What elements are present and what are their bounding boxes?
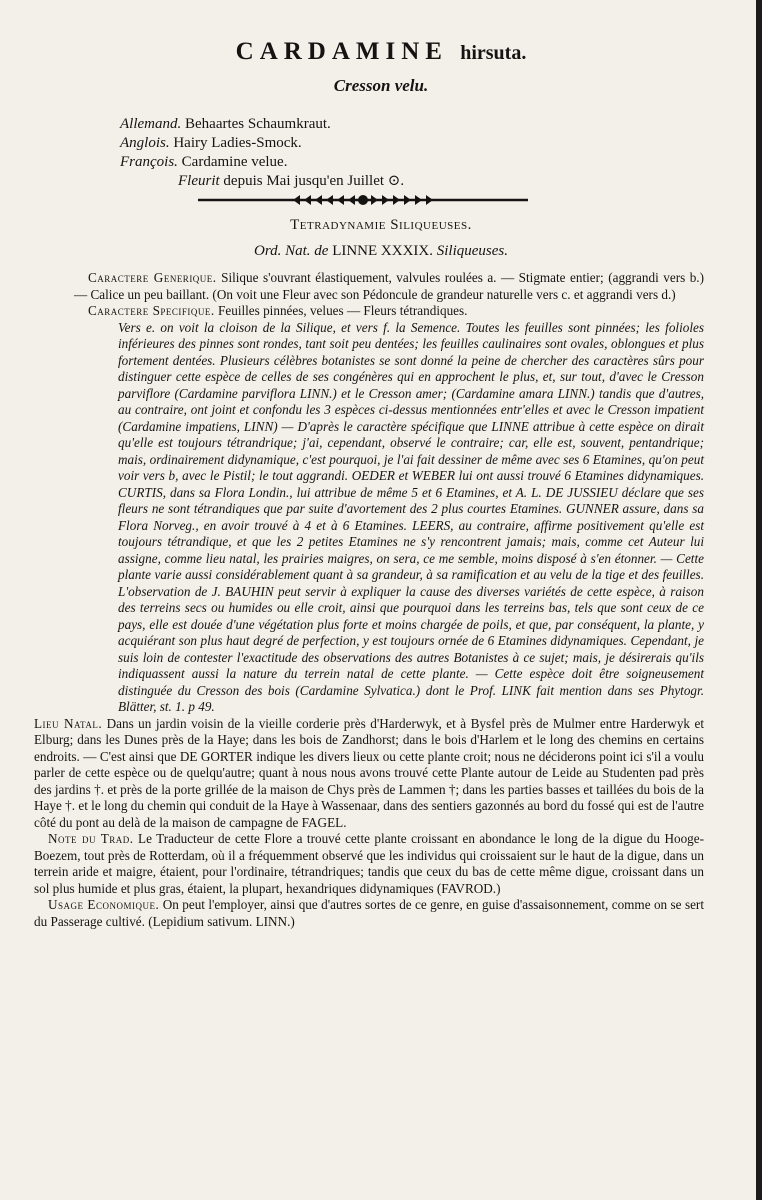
french-name-row xyxy=(120,153,404,172)
generic-character xyxy=(74,270,704,303)
flowering-row xyxy=(120,172,404,191)
description-body xyxy=(34,270,705,930)
english-name: Hairy Ladies-Smock. xyxy=(173,135,302,151)
order-prefix: Ord. Nat. de xyxy=(253,243,329,259)
generic-text: Silique s'ouvrant élastiquement, valvules roulées a. — Stigmate entier; (aggrandi vers b.) — Calice un peu baillant. (On voit une Fleur avec son Pédoncule de grandeur naturelle vers c. et aggrandi vers d.) xyxy=(74,270,704,302)
habitat-text: Dans un jardin voisin de la vieille corderie près d'Harderwyk, et à Bysfel près de Mulmer entre Harderwyk et Elburg; dans les Dunes près de la Haye; dans les bois de Zandhorst; dans le bois d'Harlem et le long des chemins en certains endroits. — C'est ainsi que DE GORTER indique les divers lieux ou cette plante croit; nous ne déciderons point ici s'il a voulu parler de cette espèce ou de quelqu'autre; quant à nous nous avons trouvé cette Plante autour de Leide au Studenten pad près des jardins †. et près de la porte grillée de la maison de Chys près de Lammen †; dans les parties basses et taillées du bois de la Haye †. et le long du chemin qui conduit de la Haye à Wassenaar, dans des sentiers gazonnés au bord du fossé qui est de l'autre côté du pont au delà de la maison de campagne de FAGEL. xyxy=(34,715,705,830)
habitat-section xyxy=(34,716,704,832)
english-name-row xyxy=(120,134,404,153)
habitat-label: Lieu Natal. xyxy=(34,715,103,731)
usage-label: Usage Economique. xyxy=(48,897,160,912)
specific-note: Vers e. on voit la cloison de la Silique, et vers f. la Semence. Toutes les feuilles sont pinnées; les folioles inférieures des pinnes sont rondes, tant soit peu dentées; les feuilles caulinaires sont ovales, oblongues et plus fortement dentées. Plusieurs célèbres botanistes se sont donné la peine de chercher des caractères sûrs pour distinguer cette espèce de celles de ses congénères qui en approchent le plus, et, sur tout, d'avec le Cresson parviflore (Cardamine parviflora LINN.) et le Cresson amer; (Cardamine amara LINN.) tandis que d'autres, au contraire, ont joint et confondu les 3 espèces ci-dessus mentionnées entr'elles et avec le Cresson impatient (Cardamine impatiens, LINN) — D'après le caractère spécifique que LINNE attribue à cette espèce on dirait qu'elle est toujours tétrandrique; j'ai, cependant, observé le contraire; car, elle est, souvent, pentandrique; mais, ordinairement didynamique, c'est pourquoi, je l'ai fait dessiner de même avec ses 6 Etamines, qu'on peut voir vers b, avec le Pistil; le tout aggrandi. OEDER et WEBER lui ont aussi trouvé 6 Etamines didynamiques. CURTIS, dans sa Flora Londin., lui attribue de même 5 et 6 Etamines, et A. L. DE JUSSIEU déclare que ses fleurs ne sont tétrandiques que par suite d'avortement des 2 plus courtes Etamines. GUNNER assure, dans sa Flora Norveg., en avoir trouvé à 4 et à 6 Etamines. LEERS, au contraire, affirme positivement qu'elle est toujours tétrandique, et que les 2 petites Etamines ne s'y rencontrent jamais; mais, comme cet Auteur lui assigne, comme lieu natal, les prairies maigres, on sera, ce me semble, moins disposé à s'en étonner. — Cette plante varie aussi considérablement quant à sa grandeur, à sa ramification et au velu de la tige et des feuilles. L'observation de J. BAUHIN peut servir à expliquer la cause des diverses variétés de cette espèce, à raison des terreins secs ou humides ou elle croit, ainsi que pourquoi dans les terreins bas, tels que sont ceux de ce pays, elle est douée d'une végétation plus forte et moins chargée de poils, et que, par conséquent, la plante, y acquiérant son plus haut degré de perfection, y est toujours ornée de 6 Etamines didynamiques. Cependant, je suis loin de contester l'exactitude des observations des autres Botanistes à ce sujet; mais, je désirerais qu'ils indiquassent aussi la nature du terrein natal de cette plante. — Cette espèce doit être soigneusement distinguée du Cresson des bois (Cardamine Sylvatica.) dont le Prof. LINK fait mention dans ses Phytogr. Blätter, st. 1. p 49. xyxy=(118,319,704,714)
english-label: Anglois. xyxy=(120,135,170,151)
german-name: Behaartes Schaumkraut. xyxy=(185,116,331,132)
linnaean-class: Tetradynamie Siliqueuses. xyxy=(290,217,472,233)
specific-label: Caractere Specifique. xyxy=(88,303,215,318)
translator-label: Note du Trad. xyxy=(48,831,134,846)
translator-text: Le Traducteur de cette Flore a trouvé cette plante croissant en abondance le long de la digue du Hooge-Boezem, tout près de Rotterdam, où il a fréquemment observé que les individus qui croissaient sur le haut de la digue, dans un terrein aride et maigre, étaient, pour l'ordinaire, tétrandriques; tandis que ceux du bas de cette même digue, croissant dans un sol plus humide et plus gras, étaient, la plupart, hexandriques didynamiques (FAVROD.) xyxy=(34,831,704,896)
genus-name: CARDAMINE xyxy=(235,38,448,65)
generic-label: Caractere Generique. xyxy=(88,270,217,285)
vernacular-names xyxy=(120,115,404,191)
french-label: François. xyxy=(120,154,178,170)
common-name: Cresson velu. xyxy=(333,76,429,95)
flowering-period: depuis Mai jusqu'en Juillet ⊙. xyxy=(223,173,405,189)
order-name: Siliqueuses. xyxy=(436,243,508,259)
flowering-label: Fleurit xyxy=(178,173,220,189)
species-name: hirsuta. xyxy=(460,42,527,64)
usage-text: On peut l'employer, ainsi que d'autres sortes de ce genre, en guise d'assaisonnement, comme on se sert du Passerage cultivé. (Lepidium sativum. LINN.) xyxy=(34,897,704,929)
french-name: Cardamine velue. xyxy=(181,154,288,170)
economic-usage xyxy=(34,897,704,930)
decorative-rule xyxy=(198,193,528,207)
german-label: Allemand. xyxy=(120,116,182,132)
specific-text: Feuilles pinnées, velues — Fleurs tétrandiques. xyxy=(218,303,468,318)
natural-order xyxy=(0,243,762,260)
order-author: LINNE XXXIX. xyxy=(332,243,433,259)
german-name-row xyxy=(120,115,404,134)
plant-title xyxy=(0,38,762,66)
specific-character xyxy=(74,303,704,320)
page-edge-shadow xyxy=(756,0,762,1200)
translator-note xyxy=(34,831,704,897)
